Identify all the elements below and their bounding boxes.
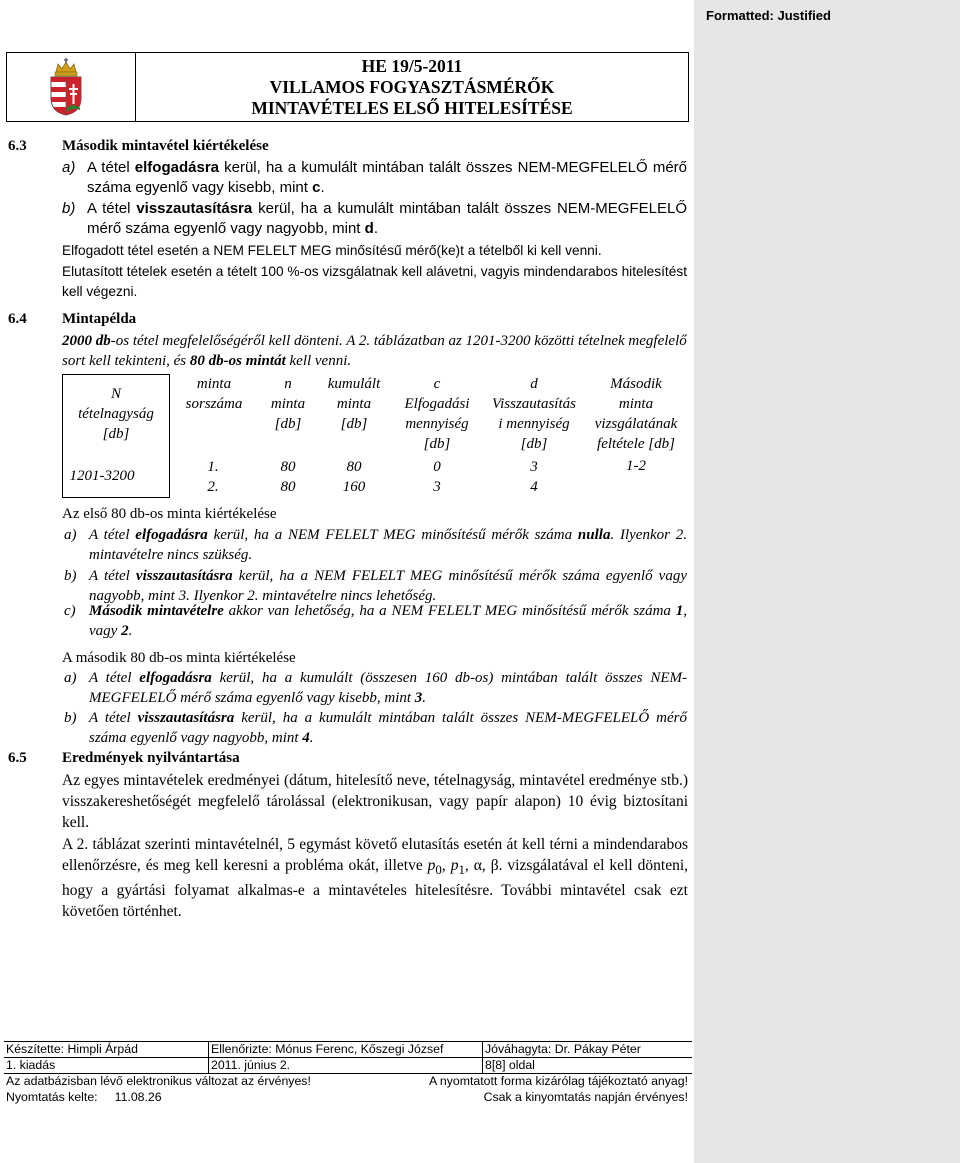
s65-switch-paragraph	[62, 834, 688, 922]
text: A tétel	[89, 527, 136, 543]
footer-edition: 1. kiadás	[6, 1058, 56, 1072]
footer-made-by: Készítette: Himpli Árpád	[6, 1042, 138, 1056]
bold-text: elfogadásra	[134, 159, 219, 176]
bold-text: 80 db-os mintát	[189, 353, 286, 369]
col-n-header	[258, 374, 318, 434]
col-acceptance-header	[392, 374, 482, 454]
bold-text: 4	[302, 730, 310, 746]
text: kerül, ha a kumulált (összesen 160 db-os) mintában talált összes NEM-MEGFELELŐ mérő száma egyenlő vagy kisebb, mint	[89, 670, 687, 706]
header-line: Elfogadási	[404, 396, 470, 412]
header-line: [db]	[423, 436, 451, 452]
text: .	[373, 220, 378, 237]
header-line: tételnagyság	[78, 406, 154, 422]
section-6-4-heading	[8, 311, 136, 328]
text: .	[320, 179, 325, 196]
bold-text: 1	[675, 603, 684, 619]
subscript: 0	[435, 862, 442, 878]
bold-text: Második mintavételre	[89, 603, 224, 619]
text: -os tétel megfelelőségéről kell dönteni. A 2. táblázatban az 1201-3200 közötti tételnek megfelelő sort kell tekinteni, és	[62, 333, 687, 369]
text: A tétel	[87, 159, 135, 176]
col-n-values	[258, 457, 318, 497]
text: kerül, ha a kumulált mintában talált összes NEM-MEGFELELŐ mérő száma egyenlő vagy kisebb, mint	[87, 159, 687, 196]
header-line: [db]	[520, 436, 548, 452]
col-rejection-values	[484, 457, 584, 497]
lot-range: 1201-3200	[69, 468, 135, 484]
first-item-c	[64, 601, 687, 641]
bold-text: visszautasításra	[136, 200, 253, 217]
col-second-sample-header	[584, 374, 688, 454]
footer-approved-by: Jóváhagyta: Dr. Pákay Péter	[485, 1042, 641, 1056]
footer-row-print	[4, 1089, 692, 1105]
header-line: Második	[610, 376, 662, 392]
text: A tétel	[89, 568, 136, 584]
first-item-a	[64, 525, 687, 565]
document-footer	[4, 1041, 692, 1105]
s63-item-a	[62, 158, 687, 198]
text: A tétel	[89, 710, 138, 726]
header-line: minta	[270, 396, 306, 412]
header-line: mennyiség	[405, 416, 469, 432]
section-number: 6.5	[8, 750, 27, 766]
table-cell: 0	[433, 459, 441, 475]
col-rejection-header	[484, 374, 584, 454]
header-line: [db]	[340, 416, 368, 432]
header-line: sorszáma	[185, 396, 243, 412]
item-label: c)	[64, 603, 76, 619]
first-sample-title: Az első 80 db-os minta kiértékelése	[62, 506, 277, 522]
second-item-a	[64, 668, 687, 708]
header-line: minta	[618, 396, 654, 412]
text: A tétel	[89, 670, 140, 686]
footer-valid-note: Az adatbázisban lévő elektronikus változat az érvényes!	[6, 1074, 311, 1088]
hungarian-coat-of-arms-icon	[48, 58, 84, 116]
bold-text: d	[364, 220, 374, 237]
footer-divider	[482, 1041, 483, 1073]
header-line: minta	[196, 376, 232, 392]
footer-date: 2011. június 2.	[211, 1058, 291, 1072]
col-lot-size-header	[62, 384, 170, 444]
col-acceptance-values	[392, 457, 482, 497]
document-header	[6, 52, 689, 122]
s64-intro	[62, 331, 688, 371]
text: kerül, ha a kumulált mintában talált összes NEM-MEGFELELŐ mérő száma egyenlő vagy nagyobb, mint	[89, 710, 687, 746]
header-line: d	[530, 376, 538, 392]
item-label: a)	[62, 159, 76, 176]
header-line: minta	[336, 396, 372, 412]
header-line: Visszautasítás	[492, 396, 576, 412]
item-label: b)	[64, 568, 77, 584]
formatting-note: Formatted: Justified	[706, 8, 831, 23]
col-second-sample-value: 1-2	[626, 458, 646, 474]
table-cell: 3	[530, 459, 538, 475]
text: , vagy	[89, 603, 687, 639]
second-item-b	[64, 708, 687, 748]
header-title-line-2: VILLAMOS FOGYASZTÁSMÉRŐK	[269, 76, 555, 97]
footer-checked-by: Ellenőrizte: Mónus Ferenc, Kőszegi József	[211, 1042, 444, 1056]
header-line: n	[284, 376, 292, 392]
item-label: b)	[62, 200, 76, 217]
text: vizsgálatával el kell dönteni, hogy a gyártási folyamat alkalmas-e a mintavételes hitelesítésre. További mintavétel csak ezt követően történhet.	[62, 857, 688, 921]
table-cell: 2.	[207, 479, 219, 495]
text: . Ilyenkor 2. mintavételre nincs szükség.	[89, 527, 687, 563]
text: .	[309, 730, 314, 746]
text: A 2. táblázat szerinti mintavételnél, 5 egymást követő elutasítás esetén át kell térni a mindendarabos ellenőrzésre, és meg kell keresni a probléma okát, illetve	[62, 836, 688, 874]
text: kell venni.	[285, 353, 352, 369]
text: ,	[441, 857, 451, 874]
second-sample-title: A második 80 db-os minta kiértékelése	[62, 650, 296, 666]
header-line: vizsgálatának	[594, 416, 678, 432]
table-cell: 4	[530, 479, 538, 495]
math-p0: p	[427, 857, 436, 874]
header-line: i mennyiség	[498, 416, 570, 432]
footer-divider	[208, 1041, 209, 1073]
logo-cell	[7, 53, 136, 122]
sampling-table	[62, 374, 688, 498]
header-line: kumulált	[327, 376, 381, 392]
text: kerül, ha a NEM FELELT MEG minősítésű mérők száma egyenlő vagy nagyobb, mint 3. Ilyenkor 2. mintavételre nincs lehetőség.	[89, 568, 687, 604]
s63-accepted-note: Elfogadott tétel esetén a NEM FELELT MEG minősítésű mérő(ke)t a tételből ki kell venni.	[62, 243, 602, 258]
comment-margin-panel	[694, 0, 960, 1163]
col-cumulative-values	[318, 457, 390, 497]
header-line: [db]	[102, 426, 130, 442]
table-cell: 3	[433, 479, 441, 495]
section-number: 6.4	[8, 311, 27, 327]
text: , α, β.	[464, 857, 503, 874]
table-cell: 80	[280, 459, 296, 475]
section-6-5-heading	[8, 750, 240, 767]
footer-row-edition	[4, 1057, 692, 1073]
header-line: feltétele [db]	[597, 436, 675, 452]
s63-item-b	[62, 199, 687, 239]
footer-info-note: A nyomtatott forma kizárólag tájékoztató anyag!	[428, 1074, 688, 1088]
table-cell: 80	[346, 459, 362, 475]
col-cumulative-header	[318, 374, 390, 434]
text: kerül, ha a kumulált mintában talált összes NEM-MEGFELELŐ mérő száma egyenlő vagy nagyobb, mint	[87, 200, 687, 237]
footer-page: 8[8] oldal	[485, 1058, 535, 1072]
bold-text: visszautasításra	[135, 568, 233, 584]
text: .	[128, 623, 133, 639]
item-label: a)	[64, 670, 77, 686]
section-number: 6.3	[8, 138, 27, 154]
col-sample-order-values	[200, 457, 226, 497]
table-cell: 160	[342, 479, 366, 495]
footer-row-authors	[4, 1041, 692, 1057]
bold-text: 3	[414, 690, 423, 706]
bold-text: elfogadásra	[139, 670, 212, 686]
section-6-3-heading	[8, 138, 269, 155]
footer-print-valid: Csak a kinyomtatás napján érvényes!	[483, 1090, 688, 1104]
bold-text: 2000 db	[62, 333, 111, 349]
table-cell: 1.	[207, 459, 219, 475]
header-line: c	[433, 376, 441, 392]
text: kerül, ha a NEM FELELT MEG minősítésű mérők száma	[207, 527, 578, 543]
bold-text: visszautasításra	[137, 710, 235, 726]
col-sample-order-header	[172, 374, 256, 414]
footer-row-validity	[4, 1073, 692, 1089]
bold-text: nulla	[577, 527, 611, 543]
header-title-cell	[136, 53, 689, 122]
math-p1: p	[450, 857, 459, 874]
bold-text: 2	[121, 623, 129, 639]
section-title: Eredmények nyilvántartása	[62, 750, 240, 766]
subscript: 1	[458, 862, 465, 878]
item-label: a)	[64, 527, 77, 543]
table-cell: 80	[280, 479, 296, 495]
footer-print-date: Nyomtatás kelte: 11.08.26	[6, 1090, 162, 1104]
standard-number: HE 19/5-2011	[361, 55, 463, 76]
text: .	[422, 690, 427, 706]
header-title-line-3: MINTAVÉTELES ELSŐ HITELESÍTÉSE	[251, 97, 573, 118]
section-title: Második mintavétel kiértékelése	[62, 138, 269, 154]
header-line: N	[110, 386, 121, 402]
s65-records-paragraph: Az egyes mintavételek eredményei (dátum, hitelesítő neve, tételnagyság, mintavétel eredménye stb.) visszakereshetőségét megfelelő tárolással (elektronikusan, vagy papír alapon) 10 évig biztosítani kell.	[62, 772, 688, 831]
section-title: Mintapélda	[62, 311, 137, 327]
bold-text: c	[312, 179, 321, 196]
text: akkor van lehetőség, ha a NEM FELELT MEG minősítésű mérők száma	[223, 603, 676, 619]
header-line: [db]	[274, 416, 302, 432]
s63-rejected-note: Elutasított tételek esetén a tételt 100 %-os vizsgálatnak kell alávetni, vagyis mindendarabos hitelesítést kell végezni.	[62, 264, 687, 299]
bold-text: elfogadásra	[135, 527, 208, 543]
item-label: b)	[64, 710, 77, 726]
text: A tétel	[87, 200, 137, 217]
first-item-b	[64, 566, 687, 606]
